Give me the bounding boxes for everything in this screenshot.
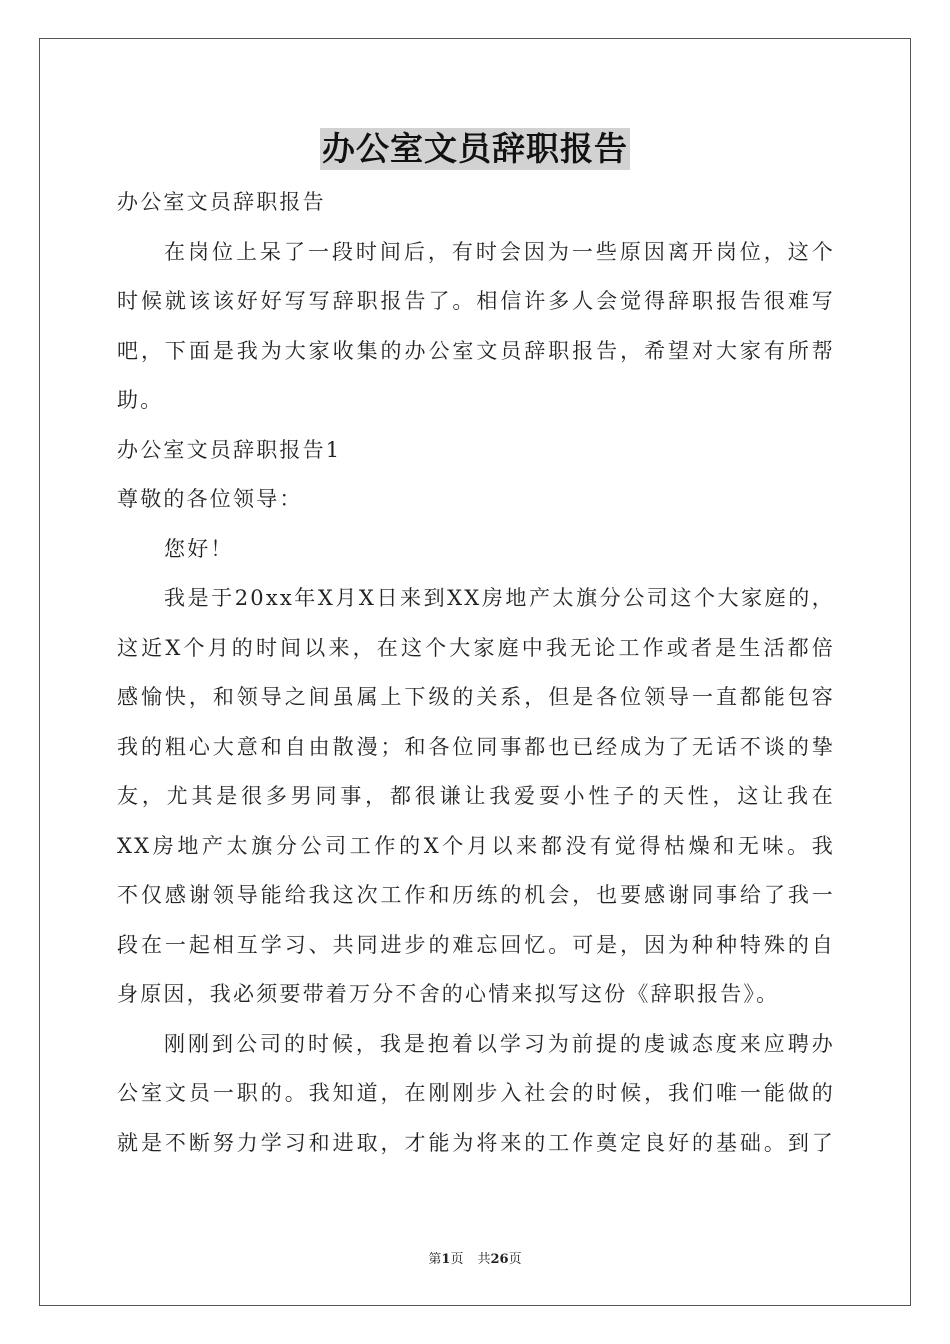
page-prefix: 第	[428, 1252, 442, 1267]
page-footer	[0, 1248, 950, 1267]
intro-line: 在岗位上呆了一段时间后，有时会因为一些原因离开岗位，这个	[164, 239, 835, 264]
title-container	[0, 128, 950, 170]
subtitle: 办公室文员辞职报告	[117, 190, 326, 214]
paragraph1-line: 友，尤其是很多男同事，都很谦让我爱耍小性子的天性，这让我在	[117, 784, 835, 808]
document-title: 办公室文员辞职报告	[322, 129, 628, 168]
total-suffix: 页	[508, 1252, 522, 1267]
greeting: 您好！	[164, 536, 234, 561]
intro-line: 吧，下面是我为大家收集的办公室文员辞职报告，希望对大家有所帮	[117, 338, 835, 363]
page-suffix: 页	[450, 1252, 464, 1267]
paragraph1-line: 我是于20xx年X月X日来到XX房地产太旗分公司这个大家庭的，	[164, 586, 835, 610]
total-prefix: 共	[477, 1252, 491, 1267]
paragraph1-line: 不仅感谢领导能给我这次工作和历练的机会，也要感谢同事给了我一	[117, 883, 835, 907]
paragraph2-line: 就是不断努力学习和进取，才能为将来的工作奠定良好的基础。到了	[117, 1130, 835, 1155]
document-body	[117, 178, 835, 1168]
paragraph1-line: 段在一起相互学习、共同进步的难忘回忆。可是，因为种种特殊的自	[117, 932, 835, 957]
paragraph1-line: XX房地产太旗分公司工作的X个月以来都没有觉得枯燥和无味。我	[117, 833, 835, 858]
paragraph2-line: 公室文员一职的。我知道，在刚刚步入社会的时候，我们唯一能做的	[117, 1081, 835, 1105]
total-pages: 26	[490, 1252, 509, 1267]
paragraph1-line: 感愉快，和领导之间虽属上下级的关系，但是各位领导一直都能包容	[117, 685, 835, 709]
intro-line: 助。	[117, 388, 164, 412]
paragraph1-line: 这近X个月的时间以来，在这个大家庭中我无论工作或者是生活都倍	[117, 635, 835, 660]
paragraph1-line: 我的粗心大意和自由散漫；和各位同事都也已经成为了无话不谈的挚	[117, 734, 835, 759]
paragraph2-line: 刚刚到公司的时候，我是抱着以学习为前提的虔诚态度来应聘办	[164, 1031, 835, 1056]
section-heading: 办公室文员辞职报告1	[117, 437, 342, 462]
page-number: 1	[441, 1252, 451, 1267]
paragraph1-line: 身原因，我必须要带着万分不舍的心情来拟写这份《辞职报告》。	[117, 982, 780, 1006]
salutation: 尊敬的各位领导：	[117, 487, 303, 511]
intro-line: 时候就该该好好写写辞职报告了。相信许多人会觉得辞职报告很难写	[117, 289, 835, 313]
